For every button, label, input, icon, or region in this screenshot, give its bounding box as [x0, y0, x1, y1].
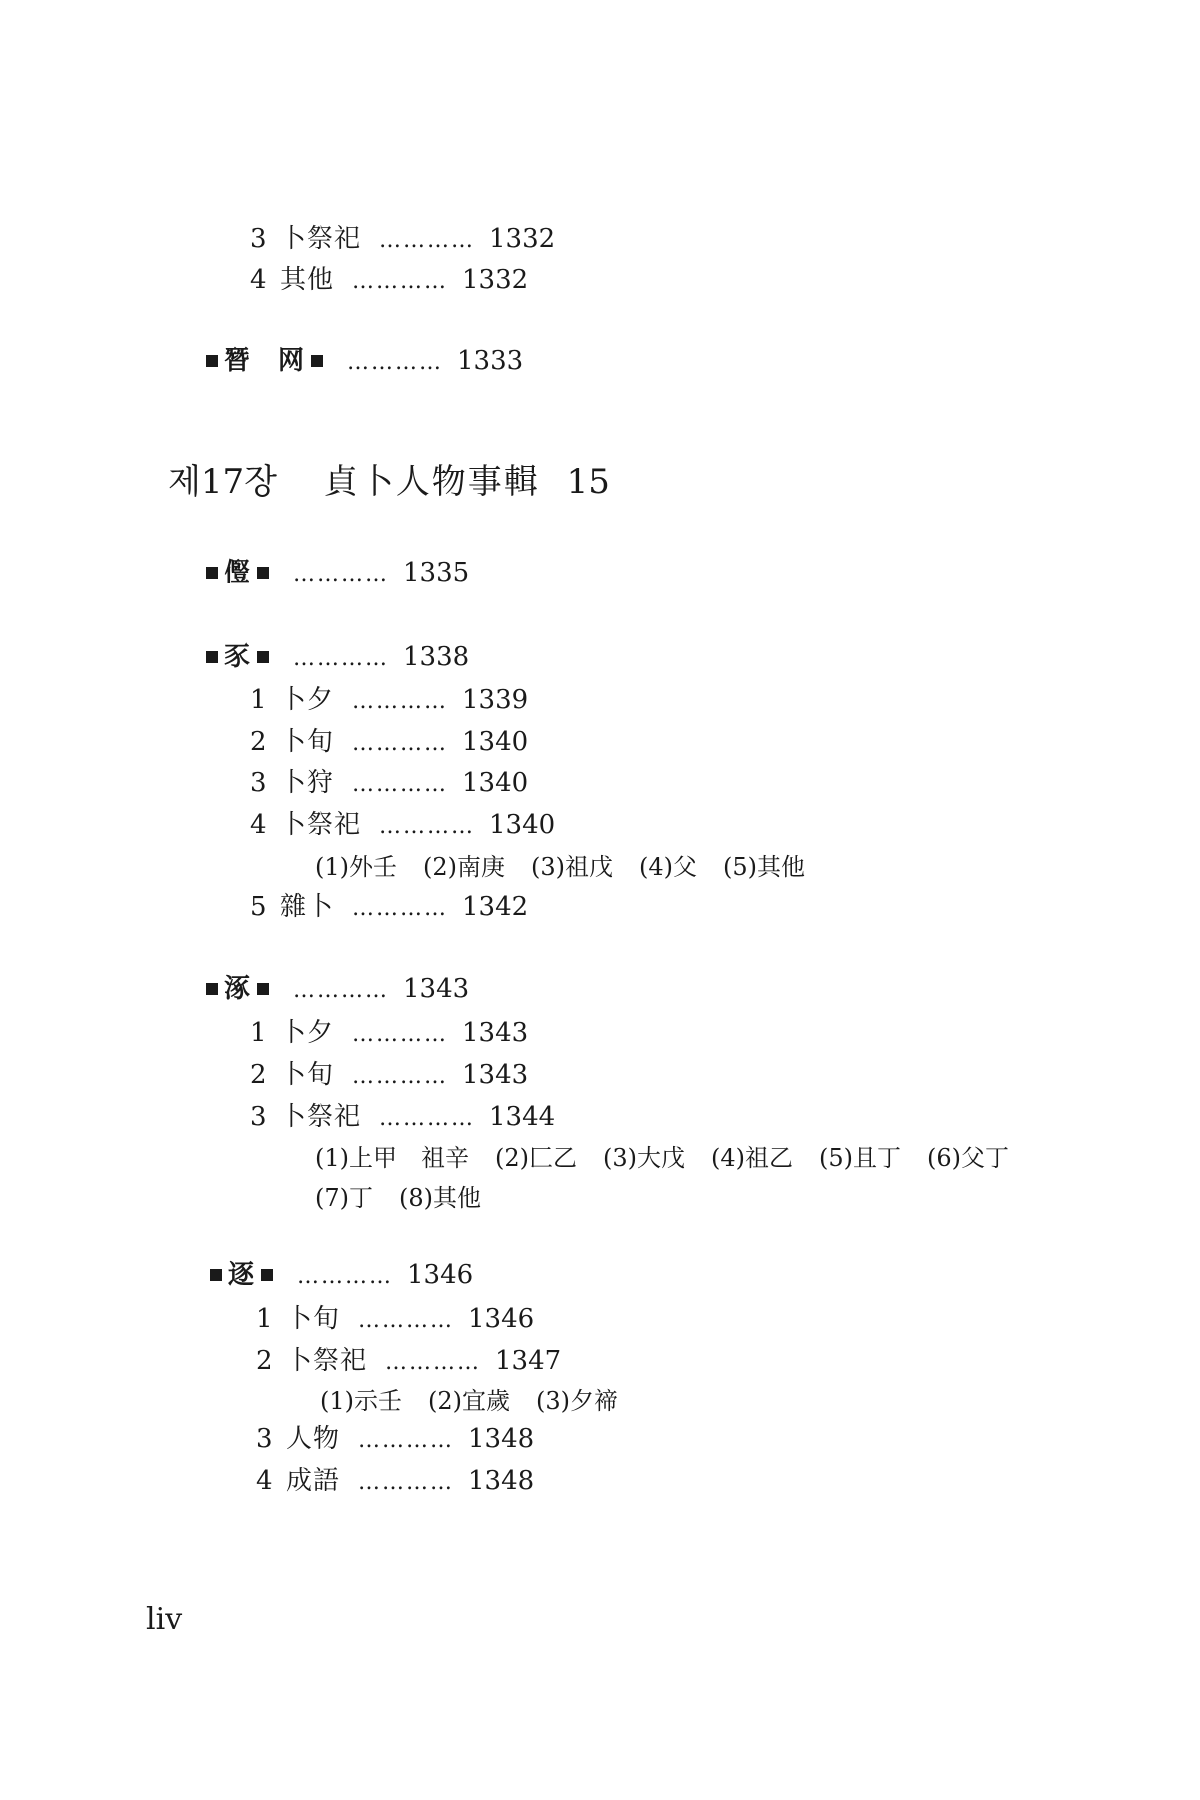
section-label: 𠐊	[224, 558, 252, 588]
entry-number: 2	[250, 727, 267, 757]
entry-label: 卜祭祀	[280, 810, 362, 840]
toc-section	[204, 1258, 473, 1294]
black-square-icon	[257, 983, 269, 995]
page-number: 1339	[462, 685, 529, 715]
entry-number: 2	[250, 1060, 267, 1090]
subitem: (6)父丁	[927, 1144, 1009, 1172]
entry-label: 卜夕	[280, 685, 335, 715]
subitem: (5)其他	[723, 853, 805, 881]
subitem: (7)丁	[315, 1184, 373, 1212]
entry-number: 1	[250, 1018, 267, 1048]
entry-number: 3	[250, 1102, 267, 1132]
page-number: 1332	[462, 265, 529, 295]
toc-entry	[250, 1100, 555, 1136]
entry-label: 卜祭祀	[280, 224, 362, 254]
page-number: 1346	[407, 1260, 474, 1290]
toc-entry	[250, 766, 528, 802]
toc-section	[200, 972, 469, 1008]
leader-dots: …………	[297, 1264, 394, 1289]
black-square-icon	[206, 983, 218, 995]
leader-dots: …………	[379, 228, 476, 253]
black-square-icon	[261, 1269, 273, 1281]
leader-dots: …………	[352, 689, 449, 714]
entry-number: 3	[250, 768, 267, 798]
subitem: (1)上甲 祖辛	[315, 1144, 469, 1172]
toc-subitems	[315, 1181, 507, 1215]
toc-entry	[256, 1422, 534, 1458]
subitem: (4)父	[639, 853, 697, 881]
entry-number: 3	[250, 224, 267, 254]
section-label: 豕	[224, 642, 252, 672]
entry-label: 卜旬	[286, 1304, 341, 1334]
toc-section	[200, 556, 469, 592]
page-number: 1343	[462, 1018, 529, 1048]
entry-label: 雜卜	[280, 892, 335, 922]
page-number: 1347	[495, 1346, 562, 1376]
leader-dots: …………	[385, 1350, 482, 1375]
page-number: 1340	[462, 768, 529, 798]
leader-dots: …………	[379, 1106, 476, 1131]
toc-entry	[250, 683, 528, 719]
toc-subitems	[315, 1141, 1035, 1175]
section-label: 涿	[224, 974, 252, 1004]
entry-number: 1	[256, 1304, 273, 1334]
section-label: 逐	[228, 1260, 256, 1290]
page-number: 1346	[468, 1304, 535, 1334]
entry-number: 3	[256, 1424, 273, 1454]
page-number: 1340	[489, 810, 556, 840]
entry-number: 5	[250, 892, 267, 922]
toc-entry	[256, 1464, 534, 1500]
subitem: (3)祖戊	[531, 853, 613, 881]
chapter-title: 貞卜人物事輯	[323, 462, 540, 502]
leader-dots: …………	[347, 350, 444, 375]
entry-label: 卜旬	[280, 1060, 335, 1090]
entry-number: 1	[250, 685, 267, 715]
entry-label: 人物	[286, 1424, 341, 1454]
page-folio: liv	[146, 1602, 183, 1637]
entry-label: 卜祭祀	[286, 1346, 368, 1376]
entry-number: 2	[256, 1346, 273, 1376]
entry-number: 4	[256, 1466, 273, 1496]
toc-section	[200, 640, 469, 676]
entry-label: 卜狩	[280, 768, 335, 798]
page-number: 1332	[489, 224, 556, 254]
subitem: (2)南庚	[423, 853, 505, 881]
subitem: (1)示壬	[320, 1387, 402, 1415]
leader-dots: …………	[352, 731, 449, 756]
toc-section	[200, 344, 523, 380]
leader-dots: …………	[293, 646, 390, 671]
leader-dots: …………	[293, 978, 390, 1003]
black-square-icon	[311, 355, 323, 367]
section-label: 朁 网	[224, 346, 306, 376]
subitem: (8)其他	[399, 1184, 481, 1212]
leader-dots: …………	[293, 562, 390, 587]
black-square-icon	[206, 567, 218, 579]
toc-entry	[250, 1016, 528, 1052]
black-square-icon	[206, 651, 218, 663]
entry-label: 成語	[286, 1466, 341, 1496]
leader-dots: …………	[358, 1308, 455, 1333]
subitem: (2)宜歲	[428, 1387, 510, 1415]
page-number: 1344	[489, 1102, 556, 1132]
black-square-icon	[257, 567, 269, 579]
toc-subitems	[315, 850, 831, 884]
entry-label: 其他	[280, 265, 335, 295]
page-number: 1340	[462, 727, 529, 757]
black-square-icon	[210, 1269, 222, 1281]
toc-entry	[250, 725, 528, 761]
chapter-number: 제17장	[168, 462, 277, 502]
leader-dots: …………	[352, 269, 449, 294]
leader-dots: …………	[358, 1470, 455, 1495]
leader-dots: …………	[358, 1428, 455, 1453]
black-square-icon	[257, 651, 269, 663]
leader-dots: …………	[352, 772, 449, 797]
page-number: 1338	[403, 642, 470, 672]
subitem: (5)且丁	[819, 1144, 901, 1172]
entry-label: 卜祭祀	[280, 1102, 362, 1132]
chapter-heading	[168, 460, 610, 504]
black-square-icon	[206, 355, 218, 367]
chapter-count: 15	[566, 462, 610, 502]
leader-dots: …………	[379, 814, 476, 839]
subitem: (1)外壬	[315, 853, 397, 881]
toc-entry	[256, 1344, 561, 1380]
entry-number: 4	[250, 810, 267, 840]
toc-subitems	[320, 1384, 644, 1418]
toc-entry	[250, 222, 555, 258]
entry-number: 4	[250, 265, 267, 295]
subitem: (3)大戊	[603, 1144, 685, 1172]
page-number: 1348	[468, 1424, 535, 1454]
subitem: (4)祖乙	[711, 1144, 793, 1172]
page-number: 1348	[468, 1466, 535, 1496]
toc-entry	[250, 263, 528, 299]
entry-label: 卜旬	[280, 727, 335, 757]
page-number: 1335	[403, 558, 470, 588]
page-number: 1333	[457, 346, 524, 376]
toc-entry	[256, 1302, 534, 1338]
subitem: (2)匚乙	[495, 1144, 577, 1172]
page-number: 1342	[462, 892, 529, 922]
subitem: (3)夕禘	[536, 1387, 618, 1415]
page-number: 1343	[403, 974, 470, 1004]
leader-dots: …………	[352, 1022, 449, 1047]
toc-entry	[250, 808, 555, 844]
page-number: 1343	[462, 1060, 529, 1090]
entry-label: 卜夕	[280, 1018, 335, 1048]
leader-dots: …………	[352, 896, 449, 921]
leader-dots: …………	[352, 1064, 449, 1089]
toc-entry	[250, 1058, 528, 1094]
toc-entry	[250, 890, 528, 926]
